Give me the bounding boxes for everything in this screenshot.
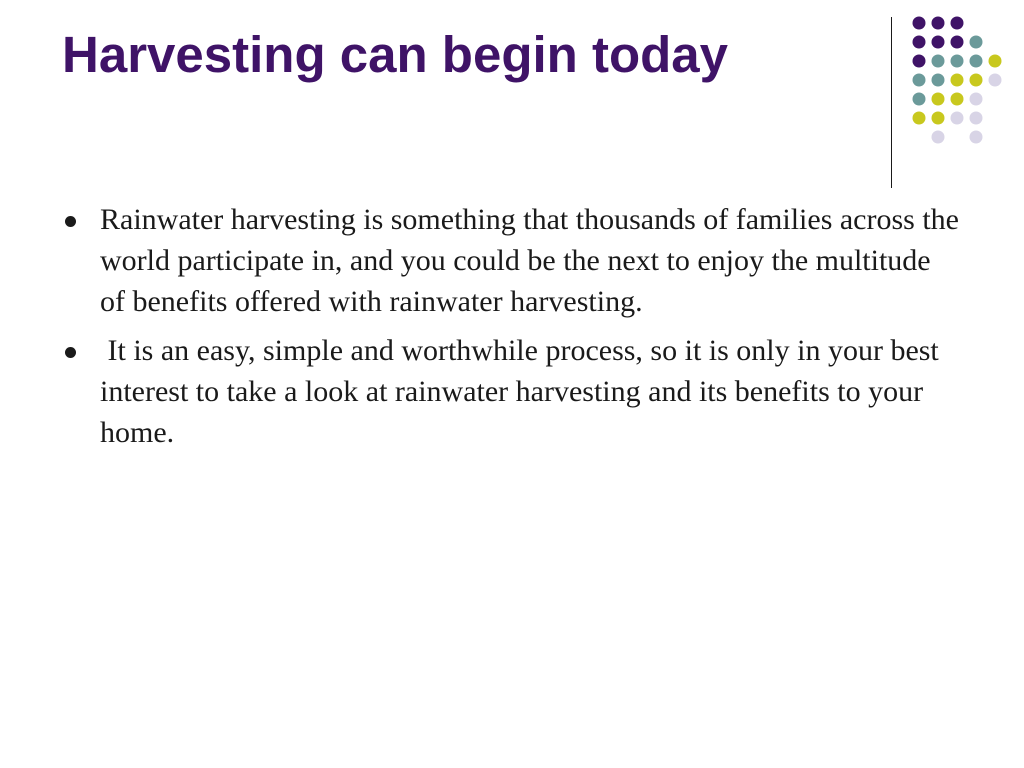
decorative-dot: [913, 93, 926, 106]
decorative-dot: [932, 112, 945, 125]
decorative-dot: [932, 131, 945, 144]
bullet-item: [62, 199, 967, 322]
slide-title: Harvesting can begin today: [62, 26, 728, 83]
decorative-dot: [970, 36, 983, 49]
decorative-dot: [989, 55, 1002, 68]
decorative-dot: [970, 74, 983, 87]
decorative-dot: [951, 17, 964, 30]
bullet-icon: [65, 347, 76, 358]
decorative-dot: [989, 74, 1002, 87]
decorative-dot: [913, 17, 926, 30]
decorative-dot: [932, 17, 945, 30]
decorative-dot: [970, 93, 983, 106]
decorative-dot: [970, 55, 983, 68]
decorative-dot: [913, 36, 926, 49]
bullet-list: [62, 199, 967, 461]
decorative-dot-grid: [0, 0, 1024, 200]
decorative-dot: [932, 55, 945, 68]
decorative-dot: [913, 74, 926, 87]
bullet-text: It is an easy, simple and worthwhile process, so it is only in your best interest to take a look at rainwater harvesting and its benefits to your home.: [100, 334, 947, 449]
decorative-dot: [951, 93, 964, 106]
decorative-dot: [970, 131, 983, 144]
bullet-icon: [65, 216, 76, 227]
decorative-dot: [913, 112, 926, 125]
decorative-dot: [951, 74, 964, 87]
decorative-dot: [913, 55, 926, 68]
decorative-dot: [932, 36, 945, 49]
decorative-dot: [951, 36, 964, 49]
decorative-dot: [951, 112, 964, 125]
decorative-dot: [951, 55, 964, 68]
decorative-dot: [970, 112, 983, 125]
decorative-dot: [932, 74, 945, 87]
bullet-item: [62, 330, 962, 453]
bullet-text: Rainwater harvesting is something that thousands of families across the world participate in, and you could be the next to enjoy the multitude of benefits offered with rainwater harvesting.: [100, 203, 967, 318]
decorative-dot: [932, 93, 945, 106]
